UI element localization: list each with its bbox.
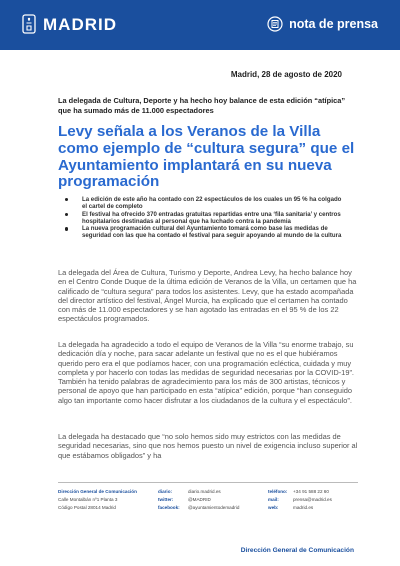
madrid-crest-icon: [22, 14, 36, 34]
footer-address: [58, 488, 137, 512]
highlight-item: [60, 196, 348, 211]
highlight-text: La edición de este año ha contado con 22 espectáculos de los cuales un 95 % ha colgado el cartel de completo: [82, 196, 342, 211]
footer-label: teléfono:: [268, 489, 288, 494]
logo-text: MADRID: [43, 14, 117, 34]
footer-link-diario[interactable]: diario.madrid.es: [188, 489, 221, 494]
press-note-icon: [267, 16, 283, 32]
footer-labels: [158, 488, 180, 512]
highlight-item: [60, 225, 348, 240]
press-title: Levy señala a los Veranos de la Villa como ejemplo de “cultura segura” que el Ayuntamiento implantará en su nueva programación: [58, 123, 355, 191]
press-text: nota de prensa: [289, 16, 378, 31]
bullet-icon: [65, 213, 68, 216]
body-paragraph: La delegada ha destacado que “no solo hemos sido muy estrictos con las medidas de seguridad necesarias, sino que nos hemos puesto un nivel de exigencia incluso superior al que estábamos obligados” y ha: [58, 432, 358, 460]
footer-label: web:: [268, 505, 279, 510]
footer-label: twitter:: [158, 497, 174, 502]
footer-label: facebook:: [158, 505, 180, 510]
footer: [58, 488, 358, 528]
highlight-item: [60, 211, 348, 226]
footer-link-facebook[interactable]: @ayuntamientodemadrid: [188, 505, 240, 510]
header-bar: [0, 0, 400, 50]
footer-address-line: Calle Montalbán nº1 Planta 3: [58, 497, 118, 502]
press-date: Madrid, 28 de agosto de 2020: [230, 70, 342, 79]
footer-link-mail[interactable]: prensa@madrid.es: [293, 497, 332, 502]
footer-values-2: [293, 488, 332, 512]
footer-link-twitter[interactable]: @MADRID: [188, 497, 211, 502]
footer-link-web[interactable]: madrid.es: [293, 505, 314, 510]
highlight-text: La nueva programación cultural del Ayuntamiento tomará como base las medidas de seguridad con las que ha contado el festival para seguir apoyando al mundo de la cultura: [82, 225, 342, 240]
press-label: [267, 16, 378, 32]
body-paragraph: La delegada del Área de Cultura, Turismo y Deporte, Andrea Levy, ha hecho balance hoy en el Centro Conde Duque de la última edición de Veranos de la Villa, un certamen que ha calificado de “cultura segura” para todos los asistentes. Levy, que ha estado acompañada del director artístico del festival, Ángel Murcia, ha explicado que el certamen ha contado con más de 11.000 espectadores y se han agotado las entradas en el 95 % de los 22 espectáculos programados.: [58, 268, 357, 324]
press-subtitle: La delegada de Cultura, Deporte y ha hecho hoy balance de esta edición “atípica” que ha sumado más de 11.000 espectadores: [58, 96, 346, 115]
bottom-dept-label: Dirección General de Comunicación: [240, 547, 354, 554]
footer-values: [188, 488, 239, 512]
footer-address-line: Código Postal 28014 Madrid: [58, 505, 116, 510]
footer-label: mail:: [268, 497, 279, 502]
bullet-icon: [65, 227, 68, 230]
footer-divider: [58, 482, 358, 483]
footer-label: diario:: [158, 489, 173, 494]
madrid-logo: [22, 14, 117, 34]
body-paragraph: La delegada ha agradecido a todo el equipo de Veranos de la Villa “su enorme trabajo, su dedicación día y noche, para sacar adelante un festival que no es el que hubiéramos querido pero era el que podíamos hacer, con una programación ecléctica, cuidada y muy completa y por hacerlo con todas las medidas de seguridad necesarias por la COVID-19”. También ha tenido palabras de agradecimiento para los más de 300 artistas, técnicos y personal de apoyo que han participado en esta “atípica” edición, porque “han conseguido algo tan importante como hacer disfrutar a los ciudadanos de la cultura y el espectáculo”.: [58, 340, 355, 405]
footer-dept: Dirección General de Comunicación: [58, 489, 137, 494]
footer-phone[interactable]: +34 91 588 22 60: [293, 489, 329, 494]
bullet-icon: [65, 198, 68, 201]
highlight-text: El festival ha ofrecido 370 entradas gratuitas repartidas entre una ‘fila sanitaria’ y centros hospitalarios destinadas al personal que ha luchado contra la pandemia: [82, 210, 341, 225]
highlights-list: [60, 196, 348, 240]
footer-labels-2: [268, 488, 287, 512]
